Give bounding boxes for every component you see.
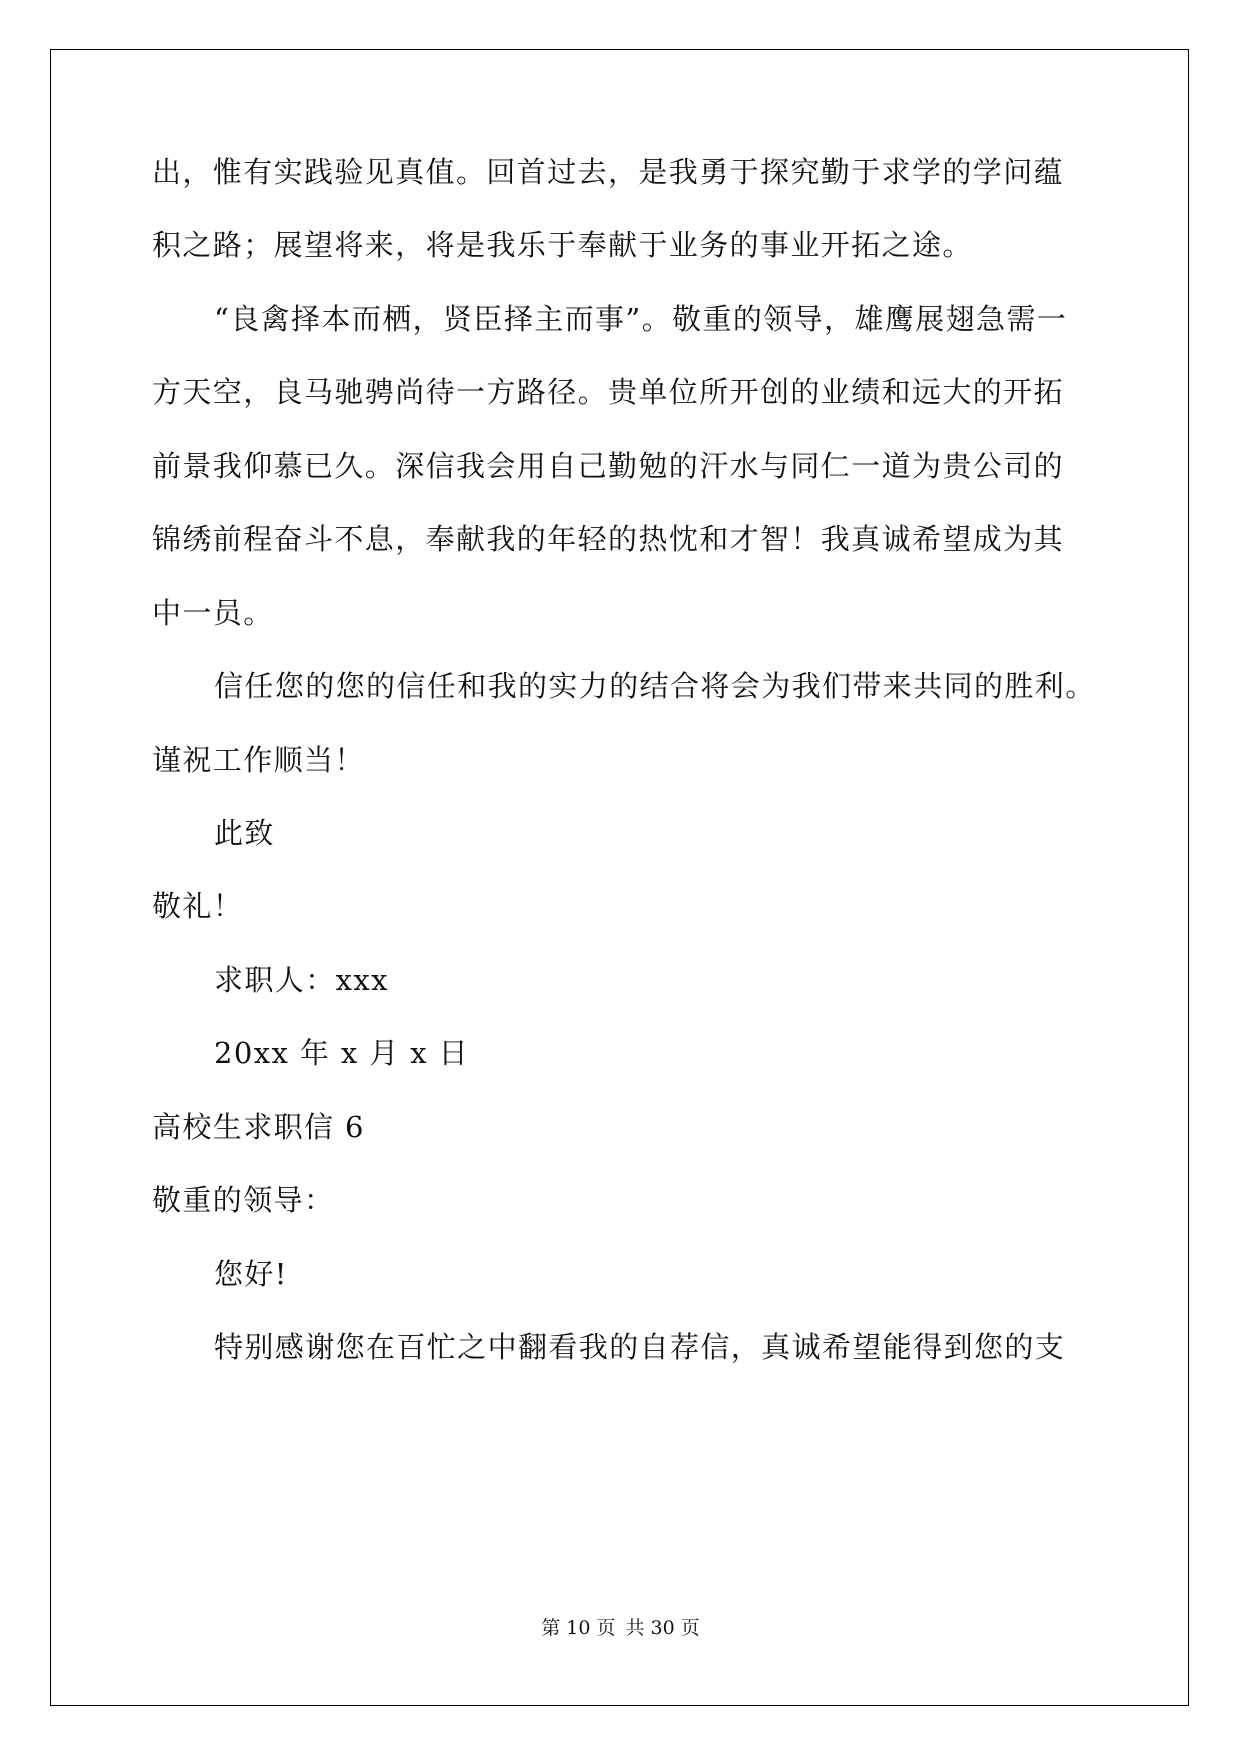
body-text-line: “良禽择本而栖，贤臣择主而事”。敬重的领导，雄鹰展翅急需一 [214,302,1068,336]
page-total: 共 30 页 [625,1617,700,1639]
letter-addressee: 敬重的领导： [152,1183,335,1217]
salutation-cizhi: 此致 [214,816,275,850]
body-text-line: 信任您的您的信任和我的实力的结合将会为我们带来共同的胜利。 [214,669,1096,703]
page-border [50,49,1189,1706]
salutation-jingli: 敬礼！ [152,889,244,923]
body-text-line: 方天空，良马驰骋尚待一方路径。贵单位所开创的业绩和远大的开拓 [152,375,1065,409]
body-text-line: 积之路；展望将来，将是我乐于奉献于业务的事业开拓之途。 [152,228,973,262]
closing-wish: 谨祝工作顺当！ [152,743,365,777]
body-text-line: 锦绣前程奋斗不息，奉献我的年轻的热忱和才智！我真诚希望成为其 [152,522,1065,556]
letter-date: 20xx 年 x 月 x 日 [214,1036,470,1070]
body-text-line: 出，惟有实践验见真值。回首过去，是我勇于探究勤于求学的学问蕴 [152,155,1065,189]
body-text-line: 特别感谢您在百忙之中翻看我的自荐信，真诚希望能得到您的支 [214,1330,1066,1364]
section-heading: 高校生求职信 6 [152,1110,365,1144]
page-number: 第 10 页 [541,1617,616,1639]
letter-greeting: 您好! [214,1257,288,1291]
applicant-signature: 求职人：xxx [214,963,389,997]
body-text-line: 前景我仰慕已久。深信我会用自己勤勉的汗水与同仁一道为贵公司的 [152,449,1065,483]
page-footer [0,1616,1241,1640]
body-text-line: 中一员。 [152,596,274,630]
